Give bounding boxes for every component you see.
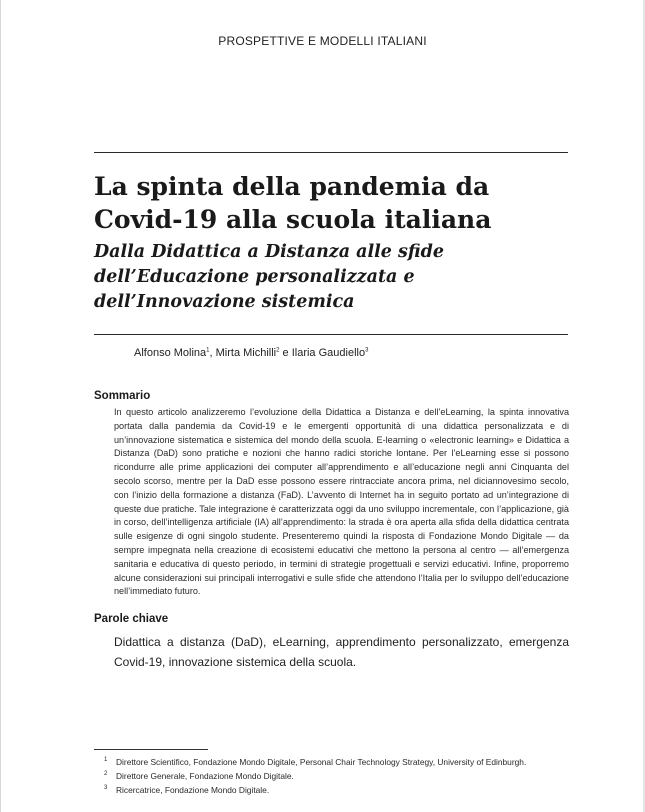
footnote-text: Ricercatrice, Fondazione Mondo Digitale.: [116, 785, 270, 795]
footnote-number: 3: [104, 785, 108, 791]
author-footnote-mark: 1: [206, 347, 210, 354]
author-name: Mirta Michilli: [215, 347, 277, 359]
footnote-text: Direttore Generale, Fondazione Mondo Digitale.: [116, 771, 294, 781]
title-rule-top: [94, 152, 568, 153]
author-footnote-mark: 3: [365, 347, 369, 354]
footnote-number: 1: [104, 757, 108, 763]
authors-line: [134, 347, 368, 359]
article-title: La spinta della pandemia da Covid-19 alla scuola italiana: [94, 172, 492, 234]
footnote-rule: [94, 749, 208, 750]
footnote: [104, 769, 584, 783]
keywords-heading: Parole chiave: [94, 613, 169, 625]
abstract-heading: Sommario: [94, 390, 151, 402]
article-subtitle: Dalla Didattica a Distanza alle sfide dell’Educazione personalizzata e dell’Innovazione sistemica: [94, 242, 444, 312]
abstract-text: In questo articolo analizzeremo l’evoluzione della Didattica a Distanza e dell’eLearning, la spinta innovativa portata dalla pandemia da Covid-19 e le emergenti opportunità di una didattica personalizzata e di un’innovazione sistematica e sistemica del mondo della scuola. E-learning o «electronic learning» e Didattica a Distanza (DaD) sono pratiche e nozioni che hanno radici storiche lontane. Per l’eLearning esse si possono ricondurre alle prime applicazioni dei computer all’apprendimento e all’educazione negli anni Cinquanta del secolo scorso, mentre per la DaD esse possono essere rintracciate ancora prima, nel diciannovesimo secolo, con l’inizio della formazione a distanza (FaD). L’avvento di Internet ha in seguito portato ad un’integrazione di queste due pratiche. Tale integrazione è caratterizzata oggi da uno sviluppo incrementale, con l’applicazione, già in corso, dell’intelligenza artificiale (IA) all’apprendimento: la strada è ora aperta alla sfida della didattica centrata sulle esigenze di ogni singolo studente. Presenteremo quindi la risposta di Fondazione Mondo Digitale — da sempre impegnata nella creazione di ecosistemi educativi che mettono la persona al centro — all’emergenza sanitaria e educativa di questo periodo, in termini di strategie progettuali e servizi educativi. Infine, proporremo alcune considerazioni sui principali interrogativi e sulle sfide che attendono l’Italia per lo sviluppo dell’educazione nell’immediato futuro.: [114, 407, 569, 597]
author-name: Ilaria Gaudiello: [291, 347, 366, 359]
author-separator: e: [279, 347, 292, 359]
author-footnote-mark: 2: [276, 347, 280, 354]
keywords-text: Didattica a distanza (DaD), eLearning, apprendimento personalizzato, emergenza Covid-19, innovazione sistemica della scuola.: [114, 635, 569, 669]
author-separator: ,: [209, 347, 216, 359]
footnotes: [104, 755, 584, 797]
title-rule-bottom: [94, 334, 568, 335]
author-name: Alfonso Molina: [134, 347, 207, 359]
footnote: [104, 783, 584, 797]
running-head: PROSPETTIVE E MODELLI ITALIANI: [218, 34, 427, 48]
footnote-text: Direttore Scientifico, Fondazione Mondo Digitale, Personal Chair Technology Strategy, University of Edinburgh.: [116, 757, 527, 767]
footnote: [104, 755, 584, 769]
page-edge-left: [0, 0, 1, 812]
footnote-number: 2: [104, 771, 108, 777]
